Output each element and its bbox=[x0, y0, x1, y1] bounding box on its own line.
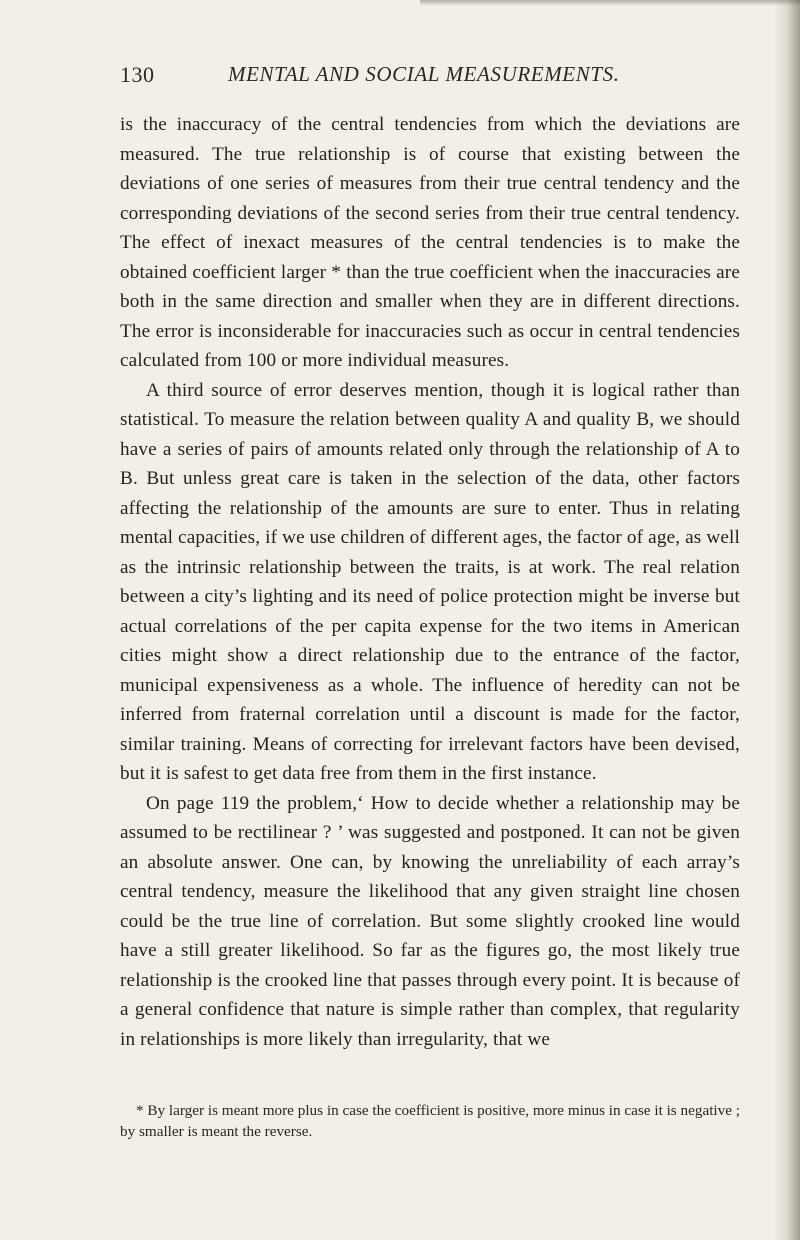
paragraph-continuation: is the inaccuracy of the central tendencies from which the deviations are measured. The true relationship is of course that existing between the deviations of one series of measures from their true central tendency and the corresponding deviations of the second series from their true central tendency. The effect of inexact measures of the central tendencies is to make the obtained coefficient larger * than the true coefficient when the inaccuracies are both in the same direction and smaller when they are in different directions. The error is inconsiderable for inaccuracies such as occur in central tendencies calculated from 100 or more individual measures. bbox=[120, 114, 740, 371]
paragraph-rectilinear-problem: On page 119 the problem,‘ How to decide whether a relationship may be assumed to be rectilinear ? ’ was suggested and postponed. It can not be given an absolute answer. One can, by knowing the unreliability of each array’s central tendency, measure the likelihood that any given straight line chosen could be the true line of correlation. But some slightly crooked line would have a still greater likelihood. So far as the figures go, the most likely true relationship is the crooked line that passes through every point. It is because of a general confidence that nature is simple rather than complex, that regularity in relationships is more likely than irregularity, that we bbox=[120, 792, 740, 1050]
running-head bbox=[0, 62, 800, 92]
page-top-shadow bbox=[420, 0, 800, 6]
page-edge-shadow bbox=[774, 0, 800, 1240]
page-number: 130 bbox=[120, 62, 155, 87]
footnote-text: * By larger is meant more plus in case the coefficient is positive, more minus in case it is negative ; by smaller is meant the reverse. bbox=[120, 1102, 740, 1140]
body-text bbox=[120, 110, 740, 1054]
running-title: MENTAL AND SOCIAL MEASUREMENTS. bbox=[228, 62, 620, 86]
paragraph-third-source-of-error: A third source of error deserves mention, though it is logical rather than statistical. To measure the relation between quality A and quality B, we should have a series of pairs of amounts related only through the relationship of A to B. But unless great care is taken in the selection of the data, other factors affecting the relationship of the amounts are sure to enter. Thus in relating mental capacities, if we use children of different ages, the factor of age, as well as the intrinsic relationship between the traits, is at work. The real relation between a city’s lighting and its need of police protection might be inverse but actual correlations of the per capita expense for the two items in American cities might show a direct relationship due to the entrance of the factor, municipal expensiveness as a whole. The influence of heredity can not be inferred from fraternal correlation until a discount is made for the factor, similar training. Means of correcting for irrelevant factors have been devised, but it is safest to get data free from them in the first instance. bbox=[120, 379, 740, 784]
footnote bbox=[120, 1100, 740, 1142]
